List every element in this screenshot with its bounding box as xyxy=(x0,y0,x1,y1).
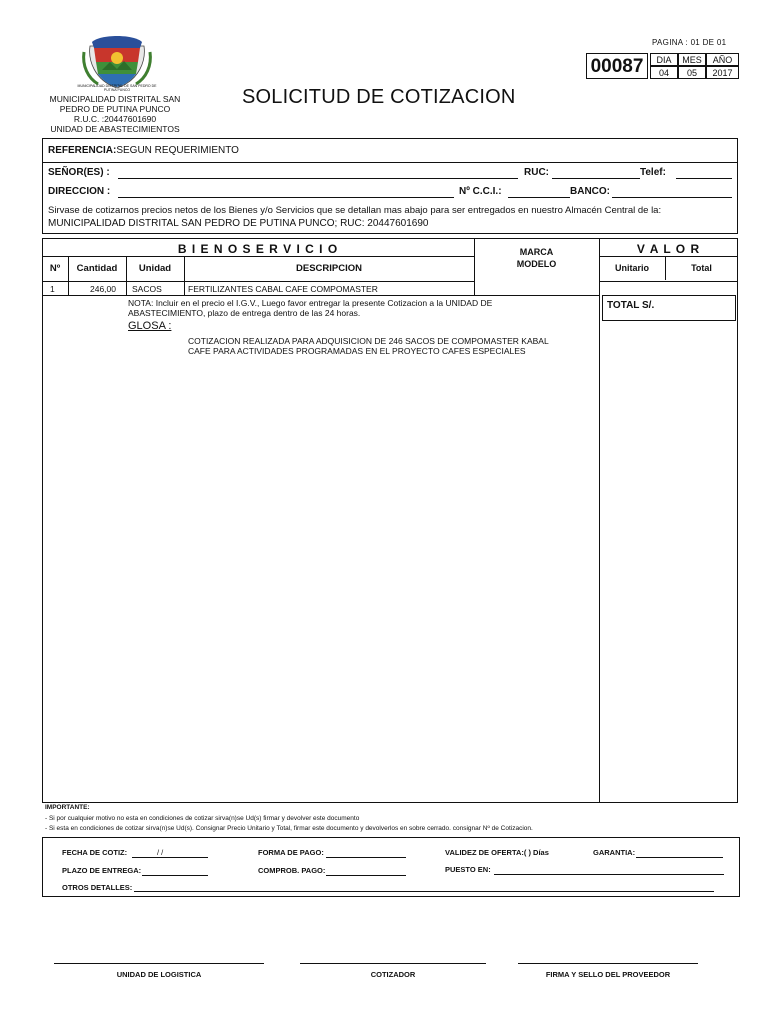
bien-servicio-header: B I E N O S E R V I C I O xyxy=(177,242,339,256)
signature-line-cotizador[interactable] xyxy=(300,963,486,964)
valor-header: V A L O R xyxy=(636,242,701,256)
col-header-modelo: MODELO xyxy=(516,259,557,269)
comprob-pago-input-line[interactable] xyxy=(326,875,406,876)
referencia-value: SEGUN REQUERIMIENTO xyxy=(116,145,239,156)
puesto-en-input-line[interactable] xyxy=(494,874,724,875)
ruc-input-line[interactable] xyxy=(552,178,640,179)
municipality-coat-of-arms xyxy=(80,32,154,92)
fecha-cotiz-value: / / xyxy=(157,848,164,857)
org-name-line1: MUNICIPALIDAD DISTRITAL SAN xyxy=(49,94,181,104)
plazo-entrega-label: PLAZO DE ENTREGA: xyxy=(62,866,142,875)
date-label-day: DIA xyxy=(650,53,678,66)
importante-line2: - Si esta en condiciones de cotizar sirva(n)se Ud(s). Consignar Precio Unitario y Total, firmar este documento y devolverlos en sobre cerrado. consignar Nº de Cotizacion. xyxy=(45,825,533,832)
glosa-line2: CAFE PARA ACTIVIDADES PROGRAMADAS EN EL PROYECTO CAFES ESPECIALES xyxy=(188,346,526,356)
org-ruc: R.U.C. :20447601690 xyxy=(73,114,157,124)
plazo-entrega-input-line[interactable] xyxy=(142,875,208,876)
glosa-line1: COTIZACION REALIZADA PARA ADQUISICION DE 246 SACOS DE COMPOMASTER KABAL xyxy=(188,336,549,346)
otros-detalles-label: OTROS DETALLES: xyxy=(62,883,133,892)
row-1-descripcion: FERTILIZANTES CABAL CAFE COMPOMASTER xyxy=(188,284,378,294)
col-header-descripcion: DESCRIPCION xyxy=(296,263,362,274)
divider xyxy=(42,162,738,163)
fecha-cotiz-label: FECHA DE COTIZ: xyxy=(62,848,128,857)
signature-label-logistica: UNIDAD DE LOGISTICA xyxy=(116,970,202,979)
signature-line-logistica[interactable] xyxy=(54,963,264,964)
nota-line1: NOTA: Incluir en el precio el I.G.V., Luego favor entregar la presente Cotizacion a la UNIDAD DE xyxy=(128,298,493,308)
nota-line2: ABASTECIMIENTO, plazo de entrega dentro de las 24 horas. xyxy=(128,308,361,318)
cci-input-line[interactable] xyxy=(508,197,570,198)
col-header-unitario: Unitario xyxy=(614,263,649,273)
garantia-label: GARANTIA: xyxy=(593,848,636,857)
col-header-no: Nº xyxy=(49,263,61,274)
offer-details-section xyxy=(42,837,740,897)
date-label-year: AÑO xyxy=(706,53,739,66)
banco-input-line[interactable] xyxy=(612,197,732,198)
date-value-day: 04 xyxy=(650,66,678,79)
org-name-line2: PEDRO DE PUTINA PUNCO xyxy=(59,104,171,114)
validez-oferta-label: VALIDEZ DE OFERTA:( ) Días xyxy=(445,848,549,857)
importante-title: IMPORTANTE: xyxy=(45,804,90,811)
reference-field xyxy=(48,145,239,156)
garantia-input-line[interactable] xyxy=(636,857,723,858)
ruc-label: RUC: xyxy=(524,167,549,178)
banco-label: BANCO: xyxy=(570,186,610,197)
col-header-unidad: Unidad xyxy=(138,263,172,274)
date-label-month: MES xyxy=(678,53,706,66)
instructions-line1: Sirvase de cotizarnos precios netos de los Bienes y/o Servicios que se detallan mas abajo para ser entregados en nuestro Almacén Central de la: xyxy=(48,205,662,216)
importante-line1: - Si por cualquier motivo no esta en condiciones de cotizar sirva(n)se Ud(s) firmar y devolver este documento xyxy=(45,815,360,822)
direccion-label: DIRECCION : xyxy=(48,186,111,197)
puesto-en-label: PUESTO EN: xyxy=(445,865,491,874)
telef-label: Telef: xyxy=(640,167,666,178)
org-unit: UNIDAD DE ABASTECIMIENTOS xyxy=(50,124,180,134)
date-value-month: 05 xyxy=(678,66,706,79)
row-1-unidad: SACOS xyxy=(132,284,162,294)
forma-pago-label: FORMA DE PAGO: xyxy=(258,848,324,857)
row-1-no: 1 xyxy=(50,284,55,294)
otros-detalles-input-line[interactable] xyxy=(134,891,714,892)
glosa-label: GLOSA : xyxy=(128,320,172,332)
instructions-line2: MUNICIPALIDAD DISTRITAL SAN PEDRO DE PUTINA PUNCO; RUC: 20447601690 xyxy=(48,218,429,229)
telef-input-line[interactable] xyxy=(676,178,732,179)
forma-pago-input-line[interactable] xyxy=(326,857,406,858)
signature-label-cotizador: COTIZADOR xyxy=(370,970,416,979)
referencia-label: REFERENCIA: xyxy=(48,145,117,156)
page-title: SOLICITUD DE COTIZACION xyxy=(242,86,516,108)
logo-caption: MUNICIPALIDAD DISTRITAL DE SAN PEDRO DE PUTINA PUNCO xyxy=(77,84,157,92)
direccion-input-line[interactable] xyxy=(118,197,454,198)
senores-label: SEÑOR(ES) : xyxy=(48,167,110,178)
col-header-marca: MARCA xyxy=(519,247,554,257)
col-header-cantidad: Cantidad xyxy=(76,263,118,274)
row-1-cantidad: 246,00 xyxy=(90,284,116,294)
date-value-year: 2017 xyxy=(706,66,739,79)
comprob-pago-label: COMPROB. PAGO: xyxy=(258,866,326,875)
total-amount-box: TOTAL S/. xyxy=(602,295,736,321)
col-header-total: Total xyxy=(691,263,712,273)
cci-label: Nº C.C.I.: xyxy=(459,186,502,197)
signature-line-proveedor[interactable] xyxy=(518,963,698,964)
senores-input-line[interactable] xyxy=(118,178,518,179)
signature-label-proveedor: FIRMA Y SELLO DEL PROVEEDOR xyxy=(545,970,671,979)
request-number: 00087 xyxy=(586,53,648,79)
fecha-cotiz-input-line[interactable] xyxy=(132,857,208,858)
page-counter: PAGINA : 01 DE 01 xyxy=(652,38,727,47)
